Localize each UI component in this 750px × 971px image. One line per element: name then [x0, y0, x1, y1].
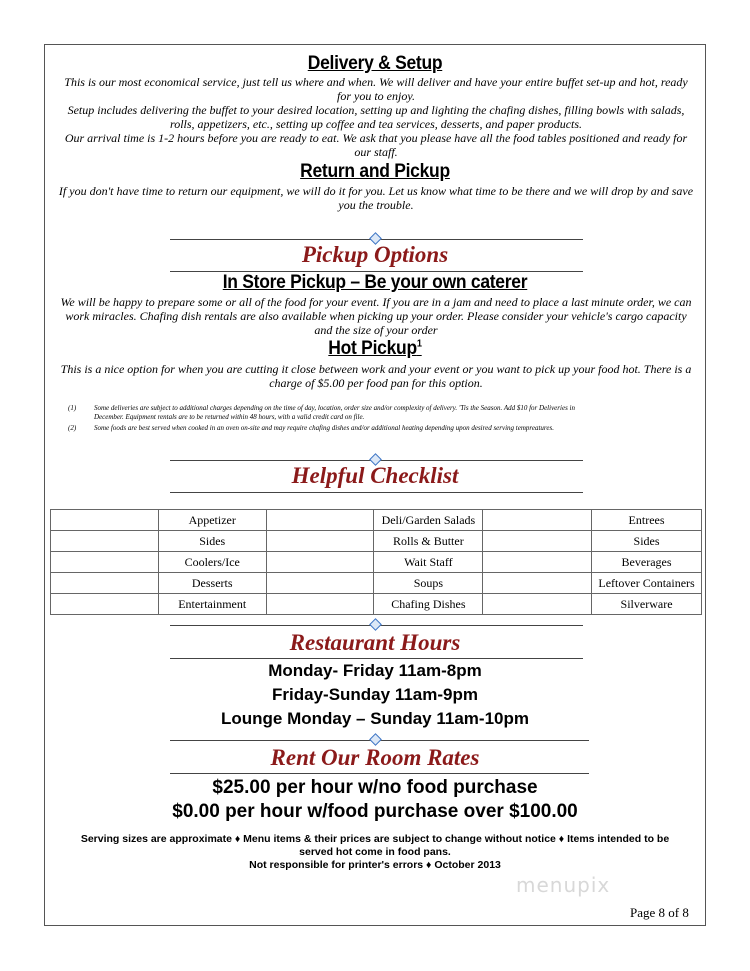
checklist-item: Soups	[374, 573, 483, 594]
footnote-line: Some deliveries are subject to additional charges depending on the time of day, location, order size and/or complexity of delivery. 'Tis the Season. Add $10 for Deliveries in	[94, 404, 575, 412]
in-store-line: and the size of your order	[314, 323, 438, 337]
checkbox-cell[interactable]	[51, 510, 159, 531]
hours-line: Monday- Friday 11am-8pm	[268, 661, 482, 680]
in-store-text	[52, 295, 700, 337]
delivery-line: for you to enjoy.	[337, 89, 415, 103]
checkbox-cell[interactable]	[266, 552, 374, 573]
checklist-item: Entrees	[592, 510, 702, 531]
divider-line	[170, 773, 589, 774]
table-row	[51, 531, 702, 552]
checklist-table	[50, 509, 702, 615]
footnote-line: December. Equipment rentals are to be returned within 48 hours, with a valid credit card on file.	[94, 413, 365, 421]
checkbox-cell[interactable]	[266, 573, 374, 594]
return-text	[52, 184, 700, 212]
table-row	[51, 573, 702, 594]
checklist-item: Leftover Containers	[592, 573, 702, 594]
divider-line	[170, 658, 583, 659]
table-row	[51, 510, 702, 531]
room-heading: Rent Our Room Rates	[270, 745, 480, 770]
checklist-item: Silverware	[592, 594, 702, 615]
room-rate-line: $0.00 per hour w/food purchase over $100.00	[172, 801, 578, 822]
disclaimer-line: Not responsible for printer's errors ♦ October 2013	[249, 859, 501, 871]
checkbox-cell[interactable]	[51, 573, 159, 594]
checkbox-cell[interactable]	[266, 510, 374, 531]
checklist-item: Chafing Dishes	[374, 594, 483, 615]
hours-line: Friday-Sunday 11am-9pm	[272, 685, 478, 704]
delivery-text	[52, 75, 700, 159]
room-rate-line: $25.00 per hour w/no food purchase	[212, 777, 538, 798]
checklist-item: Sides	[592, 531, 702, 552]
hot-pickup-title	[30, 338, 720, 360]
return-line: If you don't have time to return our equipment, we will do it for you. Let us know what time to be there and we will drop by and save	[58, 184, 694, 198]
disclaimer-line: served hot come in food pans.	[299, 846, 451, 858]
footnote-line: Some foods are best served when cooked in an oven on-site and may require chafing dishes and/or additional heating depending upon desired serving tempreatures.	[94, 424, 554, 432]
return-title: Return and Pickup	[300, 161, 450, 182]
return-line: you the trouble.	[338, 198, 414, 212]
checklist-item: Wait Staff	[374, 552, 483, 573]
delivery-line: Setup includes delivering the buffet to your desired location, setting up and lighting the chafing dishes, filling bowls with salads,	[67, 103, 685, 117]
hot-pickup-label: Hot Pickup	[328, 338, 417, 359]
delivery-line: rolls, appetizers, etc., setting up coffee and tea services, desserts, and paper products.	[169, 117, 583, 131]
hot-pickup-line: charge of $5.00 per food pan for this option.	[269, 376, 483, 390]
checkbox-cell[interactable]	[266, 594, 374, 615]
checkbox-cell[interactable]	[51, 552, 159, 573]
footnote-number: (2)	[68, 424, 77, 432]
watermark: menupix	[516, 873, 611, 897]
delivery-title: Delivery & Setup	[307, 53, 443, 74]
table-row	[51, 552, 702, 573]
checklist-item: Beverages	[592, 552, 702, 573]
disclaimer	[60, 833, 690, 872]
disclaimer-line: Serving sizes are approximate ♦ Menu items & their prices are subject to change without notice ♦ Items intended to be	[80, 833, 670, 845]
in-store-line: work miracles. Chafing dish rentals are also available when picking up your order. Please consider your vehicle's cargo capacity	[65, 309, 687, 323]
checkbox-cell[interactable]	[483, 573, 592, 594]
checklist-item: Entertainment	[158, 594, 266, 615]
checklist-item: Appetizer	[158, 510, 266, 531]
hours-line: Lounge Monday – Sunday 11am-10pm	[221, 709, 529, 728]
checkbox-cell[interactable]	[51, 594, 159, 615]
checklist-item: Deli/Garden Salads	[374, 510, 483, 531]
delivery-line: This is our most economical service, just tell us where and when. We will deliver and have your entire buffet set-up and hot, ready	[64, 75, 688, 89]
checklist-item: Sides	[158, 531, 266, 552]
checkbox-cell[interactable]	[51, 531, 159, 552]
checklist-item: Desserts	[158, 573, 266, 594]
hot-pickup-superscript: 1	[416, 338, 422, 350]
checklist-item: Rolls & Butter	[374, 531, 483, 552]
footnote-text	[94, 404, 694, 422]
divider-line	[170, 492, 583, 493]
footnote-number: (1)	[68, 404, 77, 412]
checklist-item: Coolers/Ice	[158, 552, 266, 573]
checkbox-cell[interactable]	[483, 510, 592, 531]
footnote-text	[94, 424, 694, 433]
pickup-options-heading: Pickup Options	[301, 242, 449, 267]
in-store-title: In Store Pickup – Be your own caterer	[222, 272, 528, 293]
checkbox-cell[interactable]	[483, 531, 592, 552]
table-row	[51, 594, 702, 615]
checkbox-cell[interactable]	[483, 552, 592, 573]
page-number: Page 8 of 8	[630, 905, 689, 920]
checkbox-cell[interactable]	[266, 531, 374, 552]
checklist-heading: Helpful Checklist	[291, 463, 459, 488]
hours-heading: Restaurant Hours	[289, 630, 461, 655]
delivery-line: Our arrival time is 1-2 hours before you are ready to eat. We ask that you please have all the food tables positioned and ready for	[64, 131, 688, 145]
delivery-line: our staff.	[354, 145, 398, 159]
hot-pickup-line: This is a nice option for when you are cutting it close between work and your event or you want to pick up your food hot. There is a	[60, 362, 692, 376]
hot-pickup-text	[52, 362, 700, 390]
in-store-line: We will be happy to prepare some or all of the food for your event. If you are in a jam and need to place a last minute order, we can	[60, 295, 692, 309]
checkbox-cell[interactable]	[483, 594, 592, 615]
